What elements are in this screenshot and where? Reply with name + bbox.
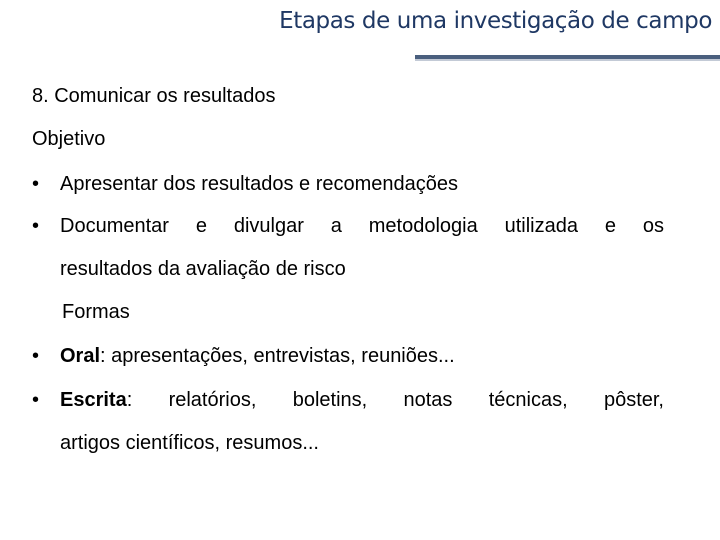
forms-item-escrita-continuation: artigos científicos, resumos... <box>60 432 319 454</box>
forms-item-escrita-text: : relatórios, boletins, notas técnicas, pôster, <box>126 389 664 411</box>
objective-item-2: Documentar e divulgar a metodologia utilizada e os <box>60 215 664 237</box>
objective-label: Objetivo <box>32 128 106 150</box>
bullet-icon: • <box>32 215 40 237</box>
forms-label: Formas <box>62 301 130 323</box>
forms-item-escrita <box>60 388 664 412</box>
title-underline-shadow <box>415 59 720 61</box>
forms-item-oral-text: : apresentações, entrevistas, reuniões... <box>100 345 455 367</box>
forms-item-escrita-term: Escrita <box>60 389 127 411</box>
section-heading: 8. Comunicar os resultados <box>32 85 276 107</box>
forms-item-oral <box>60 344 455 368</box>
bullet-icon: • <box>32 345 40 367</box>
bullet-icon: • <box>32 389 40 411</box>
forms-item-oral-term: Oral <box>60 345 101 367</box>
slide-title: Etapas de uma investigação de campo <box>279 8 712 34</box>
objective-item-2-continuation: resultados da avaliação de risco <box>60 258 346 280</box>
bullet-icon: • <box>32 173 40 195</box>
objective-item-1: Apresentar dos resultados e recomendações <box>60 173 459 195</box>
